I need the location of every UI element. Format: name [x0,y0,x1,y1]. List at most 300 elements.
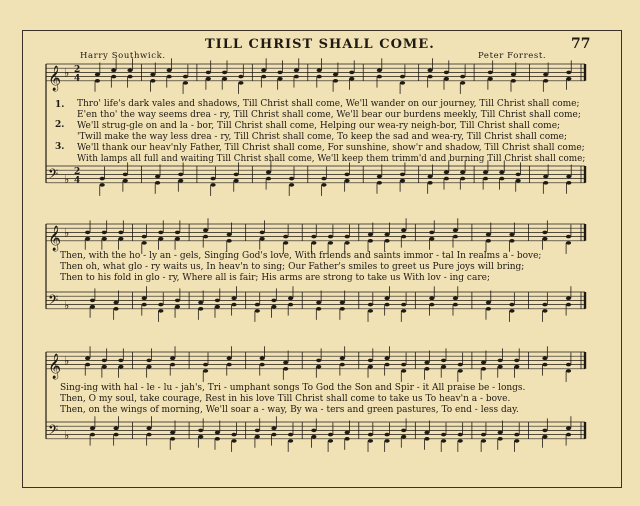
note-head [486,301,491,305]
note-head [231,303,236,307]
note-head [146,359,151,363]
note-head [368,303,373,307]
note-head [198,435,203,439]
note-head [427,75,432,79]
note-head [155,175,160,179]
note-head [542,363,547,367]
time-signature-denominator: 4 [74,175,81,186]
note-head [384,439,389,443]
note-head [511,73,516,77]
note-head [401,435,406,439]
note-head [566,181,571,185]
note-head [95,79,100,83]
note-head [311,429,316,433]
note-head [100,183,105,187]
note-head [183,75,188,79]
note-head [170,357,175,361]
note-head [316,365,321,369]
hymn-title: TILL CHRIST SHALL COME. [205,37,435,52]
note-head [566,303,571,307]
note-head [384,239,389,243]
note-head [340,363,345,367]
note-head [175,299,180,303]
treble-clef-icon: 𝄞 [48,65,62,91]
note-head [317,69,322,73]
page-number: 77 [571,36,591,52]
note-head [277,77,282,81]
note-head [384,303,389,307]
note-head [170,363,175,367]
note-head [429,303,434,307]
note-head [255,429,260,433]
note-head [118,237,123,241]
lyric-line: Thro' life's dark vales and shadows, Till Christ shall come, We'll wander on our journey, Till Christ shall come; [77,99,580,109]
note-head [566,427,571,431]
note-head [514,365,519,369]
note-head [215,299,220,303]
note-head [127,69,132,73]
note-head [458,363,463,367]
note-head [150,79,155,83]
note-head [283,361,288,365]
note-head [444,177,449,181]
note-head [368,309,373,313]
note-head [427,69,432,73]
note-head [142,297,147,301]
lyric-line: E'en tho' the way seems drea - ry, Till Christ shall come, We'll bear our burdens meekly, Till Christ shall come; [77,110,581,120]
note-head [542,231,547,235]
note-head [488,77,493,81]
note-head [175,231,180,235]
note-head [294,69,299,73]
note-head [384,233,389,237]
note-head [483,171,488,175]
note-head [271,305,276,309]
note-head [401,363,406,367]
note-head [384,433,389,437]
note-head [255,435,260,439]
note-head [170,431,175,435]
note-head [566,363,571,367]
note-head [566,77,571,81]
note-head [499,171,504,175]
note-head [458,433,463,437]
note-head [100,177,105,181]
note-head [566,71,571,75]
note-head [401,369,406,373]
note-head [238,75,243,79]
note-head [150,73,155,77]
note-head [158,237,163,241]
lyric-line: We'll thank our heav'nly Father, Till Christ shall come, For sunshine, show'r and shadow, Till Christ shall come; [77,143,585,153]
note-head [566,241,571,245]
note-head [271,427,276,431]
note-head [543,79,548,83]
note-head [368,433,373,437]
note-head [311,435,316,439]
note-head [316,307,321,311]
note-head [345,431,350,435]
note-head [288,303,293,307]
note-head [333,79,338,83]
note-head [481,367,486,371]
note-head [170,437,175,441]
note-head [142,303,147,307]
note-head [203,229,208,233]
note-head [271,299,276,303]
note-head [311,241,316,245]
note-head [113,427,118,431]
note-head [118,231,123,235]
note-head [158,303,163,307]
note-head [481,433,486,437]
note-head [429,237,434,241]
note-head [427,181,432,185]
note-head [203,369,208,373]
note-head [260,357,265,361]
note-head [488,71,493,75]
note-head [333,73,338,77]
note-head [460,177,465,181]
note-head [511,79,516,83]
note-head [158,231,163,235]
note-head [486,233,491,237]
note-head [514,433,519,437]
note-head [377,181,382,185]
note-head [321,177,326,181]
note-head [234,179,239,183]
note-head [460,81,465,85]
note-head [344,179,349,183]
note-head [542,435,547,439]
note-head [206,77,211,81]
note-head [509,309,514,313]
note-head [178,179,183,183]
note-head [111,69,116,73]
note-head [424,437,429,441]
note-head [146,433,151,437]
time-signature-denominator: 4 [74,73,81,84]
note-head [317,75,322,79]
note-head [113,433,118,437]
note-head [183,81,188,85]
note-head [142,241,147,245]
note-head [453,229,458,233]
note-head [203,235,208,239]
bass-clef-icon: 𝄢 [48,421,59,441]
note-head [400,75,405,79]
flat-icon: ♭ [64,428,70,442]
note-head [123,173,128,177]
note-head [90,427,95,431]
lyric-line: We'll strug-gle on and la - bor, Till Christ shall come, Helping our wea-ry neigh-bor, Till Christ shall come; [77,121,561,131]
note-head [486,307,491,311]
time-signature-numerator: 2 [74,64,81,75]
note-head [206,71,211,75]
verse-number-2: 2. [55,120,65,130]
lyric-line: Then oh, what glo - ry waits us, In heav'n to sing; Our Father's smiles to greet us Pure joys will bring; [60,262,525,272]
note-head [441,439,446,443]
lyric-line: Then, with the ho - ly an - gels, Singing God's love, With friends and saints immor - tal In realms a - bove; [60,251,542,261]
note-head [321,183,326,187]
note-head [90,305,95,309]
bass-clef-icon: 𝄢 [48,291,59,311]
note-head [498,437,503,441]
note-head [266,171,271,175]
note-head [283,235,288,239]
note-head [481,361,486,365]
flat-icon: ♭ [64,226,70,240]
note-head [384,297,389,301]
note-head [328,433,333,437]
note-head [111,75,116,79]
note-head [345,235,350,239]
note-head [175,305,180,309]
treble-clef-icon: 𝄞 [48,353,62,379]
note-head [368,239,373,243]
note-head [429,297,434,301]
lyric-line: Then, O my soul, take courage, Rest in his love Till Christ shall come to take us To heav'n a - bove. [60,394,511,404]
note-head [142,235,147,239]
note-head [277,71,282,75]
note-head [377,175,382,179]
verse-number-3: 3. [55,142,65,152]
note-head [328,439,333,443]
note-head [271,433,276,437]
note-head [178,173,183,177]
note-head [368,233,373,237]
note-head [231,297,236,301]
note-head [509,239,514,243]
note-head [227,233,232,237]
note-head [260,231,265,235]
note-head [340,307,345,311]
note-head [514,359,519,363]
note-head [288,297,293,301]
note-head [266,177,271,181]
note-head [231,433,236,437]
note-head [288,439,293,443]
lyric-line: With lamps all full and waiting Till Christ shall come, We'll keep them trimm'd and burning Till Christ shall come; [77,154,586,164]
note-head [227,363,232,367]
time-signature-numerator: 2 [74,166,81,177]
lyric-line: Then, on the wings of morning, We'll soar a - way, By wa - ters and green pastures, To end - less day. [60,405,519,415]
composer-credit: Harry Southwick. [80,51,166,61]
note-head [498,359,503,363]
note-head [85,363,90,367]
note-head [255,303,260,307]
note-head [377,75,382,79]
note-head [215,305,220,309]
note-head [260,237,265,241]
note-head [255,309,260,313]
note-head [509,233,514,237]
note-head [123,179,128,183]
note-head [261,69,266,73]
note-head [542,357,547,361]
note-head [566,433,571,437]
note-head [542,303,547,307]
note-head [460,171,465,175]
note-head [294,75,299,79]
note-head [85,237,90,241]
note-head [113,307,118,311]
note-head [400,173,405,177]
note-head [566,297,571,301]
note-head [481,439,486,443]
note-head [231,439,236,443]
note-head [146,427,151,431]
note-head [349,71,354,75]
note-head [458,369,463,373]
treble-clef-icon: 𝄞 [48,225,62,251]
note-head [453,297,458,301]
note-head [424,367,429,371]
note-head [566,175,571,179]
note-head [384,363,389,367]
note-head [543,175,548,179]
note-head [400,81,405,85]
note-head [542,429,547,433]
note-head [102,359,107,363]
note-head [210,177,215,181]
note-head [498,365,503,369]
note-head [215,431,220,435]
note-head [401,303,406,307]
note-head [227,357,232,361]
note-head [444,77,449,81]
note-head [509,303,514,307]
note-head [260,363,265,367]
note-head [486,239,491,243]
note-head [401,309,406,313]
note-head [441,359,446,363]
note-head [155,181,160,185]
note-head [516,179,521,183]
note-head [441,365,446,369]
note-head [283,241,288,245]
flat-icon: ♭ [64,66,70,80]
note-head [198,307,203,311]
note-head [288,433,293,437]
note-head [460,75,465,79]
note-head [90,433,95,437]
note-head [453,303,458,307]
note-head [316,301,321,305]
note-head [444,171,449,175]
note-head [542,237,547,241]
note-head [198,429,203,433]
note-head [444,71,449,75]
note-head [328,235,333,239]
flat-icon: ♭ [64,298,70,312]
note-head [311,235,316,239]
flat-icon: ♭ [64,354,70,368]
note-head [543,73,548,77]
note-head [345,437,350,441]
note-head [458,439,463,443]
lyric-line: Sing-ing with hal - le - lu - jah's, Tri - umphant songs To God the Son and Spir - it All praise be - longs. [60,383,526,393]
note-head [401,229,406,233]
note-head [516,173,521,177]
note-head [566,235,571,239]
note-head [261,75,266,79]
note-head [283,367,288,371]
flat-icon: ♭ [64,172,70,186]
lyric-line: 'Twill make the way less drea - ry, Till Christ shall come, To keep the sad and wea-ry, Till Christ shall come; [77,132,568,142]
note-head [238,81,243,85]
note-head [85,231,90,235]
note-head [498,431,503,435]
note-head [401,429,406,433]
note-head [424,361,429,365]
note-head [167,75,172,79]
note-head [146,365,151,369]
note-head [349,77,354,81]
bass-clef-icon: 𝄢 [48,165,59,185]
note-head [483,177,488,181]
note-head [90,299,95,303]
note-head [102,237,107,241]
note-head [566,369,571,373]
verse-number-1: 1. [55,100,65,110]
note-head [328,241,333,245]
note-head [167,69,172,73]
note-head [289,177,294,181]
note-head [102,231,107,235]
note-head [441,433,446,437]
note-head [514,439,519,443]
note-head [118,359,123,363]
note-head [340,357,345,361]
note-head [401,235,406,239]
note-head [118,365,123,369]
note-head [368,359,373,363]
note-head [316,359,321,363]
note-head [234,173,239,177]
note-head [198,301,203,305]
note-head [543,181,548,185]
note-head [289,183,294,187]
note-head [400,179,405,183]
lyric-line: Then to his fold in glo - ry, Where all is fair; His arms are strong to take us With lov - ing care; [60,273,490,283]
note-head [102,365,107,369]
note-head [85,357,90,361]
note-head [340,301,345,305]
note-head [384,357,389,361]
note-head [95,73,100,77]
note-head [222,77,227,81]
note-head [113,301,118,305]
note-head [203,363,208,367]
note-head [344,173,349,177]
note-head [215,437,220,441]
note-head [222,71,227,75]
note-head [127,75,132,79]
note-head [499,177,504,181]
author-credit: Peter Forrest. [478,51,547,61]
note-head [210,183,215,187]
note-head [542,309,547,313]
note-head [377,69,382,73]
note-head [227,239,232,243]
note-head [368,439,373,443]
note-head [368,365,373,369]
note-head [453,235,458,239]
note-head [175,237,180,241]
note-head [345,241,350,245]
note-head [424,431,429,435]
